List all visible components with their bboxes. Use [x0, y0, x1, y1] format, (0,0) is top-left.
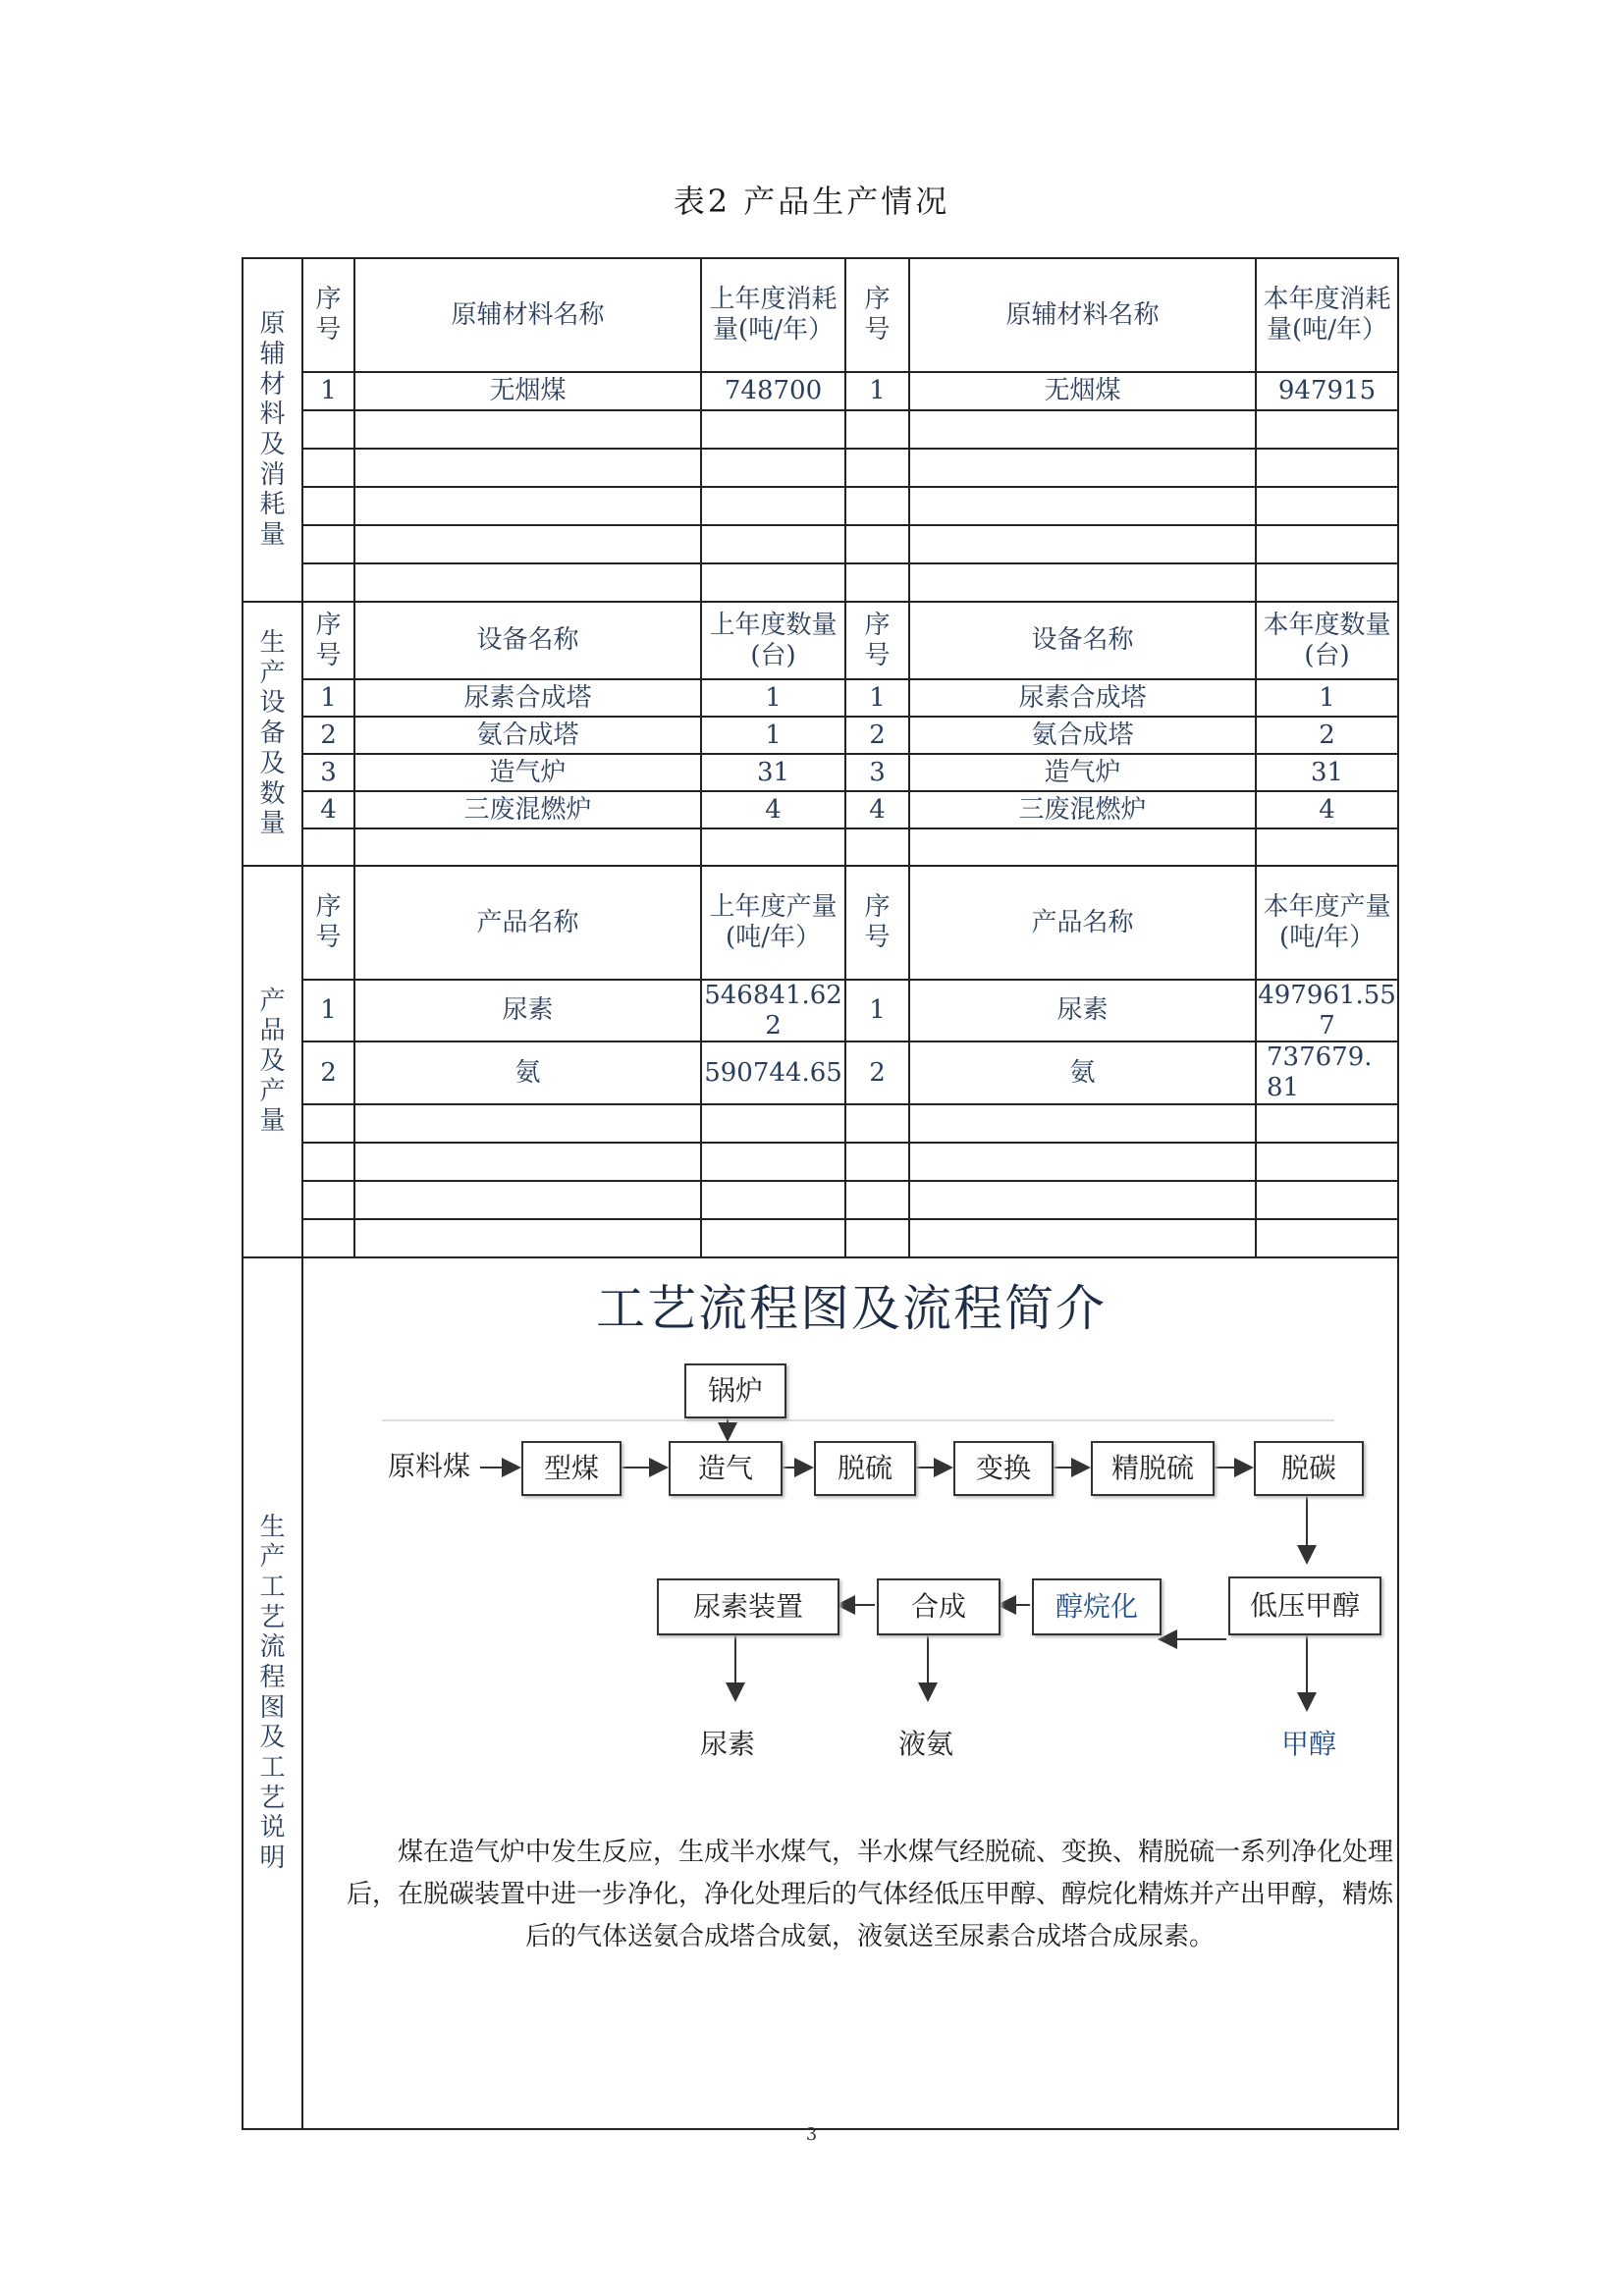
table-row [243, 1219, 1398, 1257]
process-flow-cell [302, 1257, 1398, 2129]
table-row [243, 410, 1398, 449]
box-fine-desulfurization: 精脱硫 [1091, 1441, 1215, 1496]
header-seq: 序号 [302, 866, 354, 980]
table-row: 1 无烟煤 748700 1 无烟煤 947915 [243, 372, 1398, 410]
flow-connectors [303, 1258, 1398, 2128]
header-product-name: 产品名称 [909, 866, 1256, 980]
table-row: 1 尿素 546841.622 1 尿素 497961.557 [243, 980, 1398, 1041]
header-seq: 序号 [302, 258, 354, 372]
header-this-year-output: 本年度产量(吨/年） [1256, 866, 1398, 980]
header-this-year-quantity: 本年度数量(台) [1256, 602, 1398, 679]
header-last-year-consumption: 上年度消耗量(吨/年） [701, 258, 845, 372]
header-equipment-name: 设备名称 [354, 602, 701, 679]
header-seq: 序号 [845, 602, 909, 679]
header-seq: 序号 [845, 866, 909, 980]
page-title: 表2 产品生产情况 [673, 183, 950, 220]
table-row [243, 828, 1398, 866]
header-last-year-quantity: 上年度数量(台) [701, 602, 845, 679]
table-row: 3 造气炉 31 3 造气炉 31 [243, 754, 1398, 791]
label-methanol: 甲醇 [1281, 1727, 1337, 1760]
box-boiler: 锅炉 [684, 1363, 786, 1418]
box-decarbonization: 脱碳 [1254, 1441, 1364, 1496]
header-seq: 序号 [845, 258, 909, 372]
header-material-name: 原辅材料名称 [909, 258, 1256, 372]
box-alcohol-alkylation: 醇烷化 [1032, 1578, 1162, 1635]
header-this-year-consumption: 本年度消耗量(吨/年） [1256, 258, 1398, 372]
section-process-label: 生产工艺流程图及工艺说明 [243, 1257, 302, 2129]
table-row [243, 1181, 1398, 1219]
header-material-name: 原辅材料名称 [354, 258, 701, 372]
table-row [243, 1104, 1398, 1143]
table-row [243, 449, 1398, 487]
box-briquette: 型煤 [521, 1441, 622, 1496]
section-products-label: 产品及产量 [243, 866, 302, 1257]
header-last-year-output: 上年度产量(吨/年） [701, 866, 845, 980]
label-raw-coal: 原料煤 [388, 1449, 471, 1482]
box-gasification: 造气 [669, 1441, 783, 1496]
production-table [242, 257, 1399, 2130]
header-seq: 序号 [302, 602, 354, 679]
box-synthesis: 合成 [877, 1578, 1001, 1635]
table-row: 4 三废混燃炉 4 4 三废混燃炉 4 [243, 791, 1398, 828]
process-flow-diagram [303, 1258, 1398, 2128]
table-row [243, 487, 1398, 525]
box-urea-unit: 尿素装置 [657, 1578, 839, 1635]
label-urea: 尿素 [700, 1727, 756, 1760]
table-row: 1 尿素合成塔 1 1 尿素合成塔 1 [243, 679, 1398, 717]
page-number: 3 [805, 2124, 818, 2145]
table-row [243, 1143, 1398, 1181]
section-materials-label: 原辅材料及消耗量 [243, 258, 302, 602]
box-desulfurization: 脱硫 [814, 1441, 916, 1496]
label-liquid-ammonia: 液氨 [898, 1727, 954, 1760]
box-low-pressure-methanol: 低压甲醇 [1228, 1576, 1381, 1635]
process-description: 煤在造气炉中发生反应，生成半水煤气，半水煤气经脱硫、变换、精脱硫一系列净化处理后，在脱碳装置中进一步净化，净化处理后的气体经低压甲醇、醇烷化精炼并产出甲醇，精炼后的气体送氨合成塔合成氨，液氨送至尿素合成塔合成尿素。 [346, 1837, 1393, 1951]
table-row: 2 氨合成塔 1 2 氨合成塔 2 [243, 717, 1398, 754]
table-row [243, 525, 1398, 563]
table-row: 2 氨 590744.65 2 氨 737679.81 [243, 1041, 1398, 1103]
section-equipment-label: 生产设备及数量 [243, 602, 302, 866]
flow-title: 工艺流程图及流程简介 [596, 1279, 1107, 1337]
table-row [243, 563, 1398, 602]
box-shift: 变换 [953, 1441, 1054, 1496]
header-product-name: 产品名称 [354, 866, 701, 980]
header-equipment-name: 设备名称 [909, 602, 1256, 679]
